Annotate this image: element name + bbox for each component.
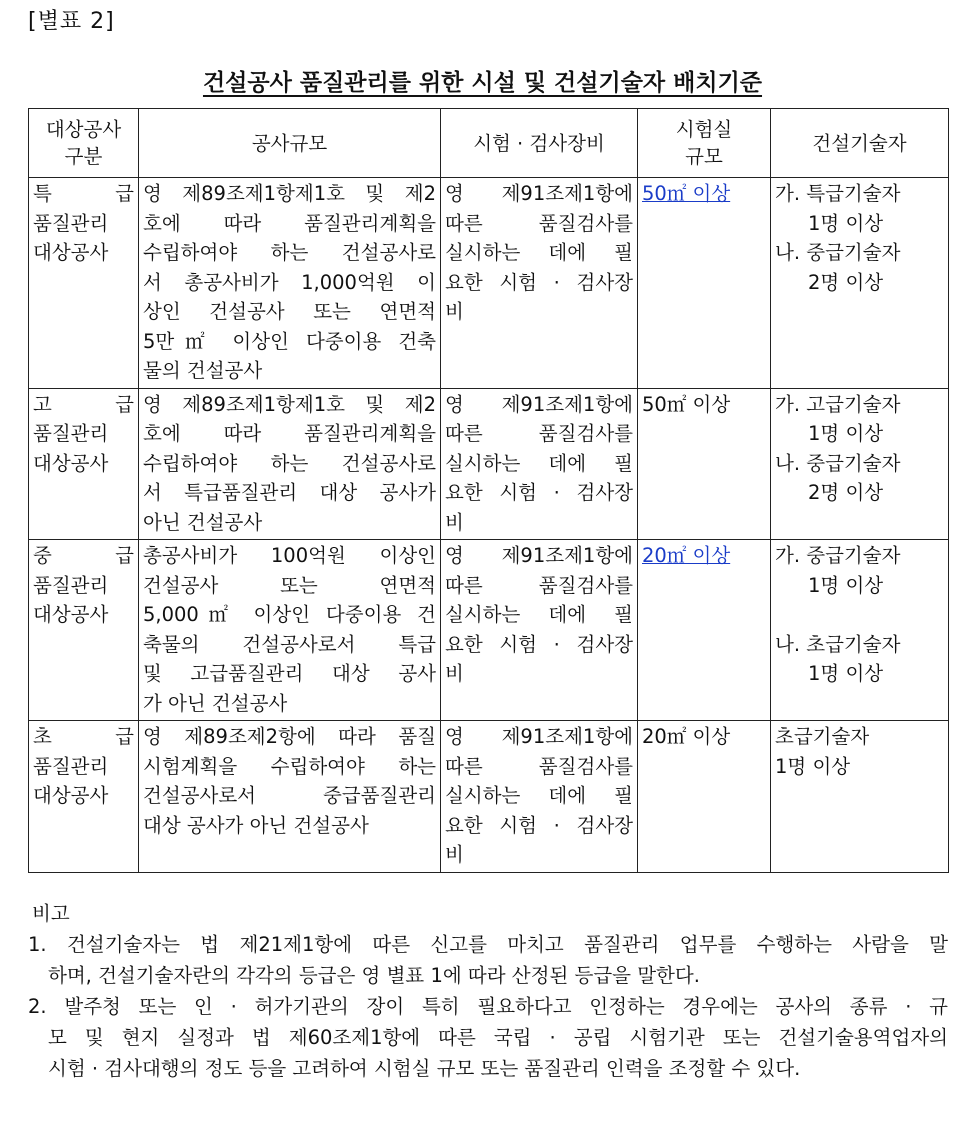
type-line: 특 급 <box>33 182 134 205</box>
cell-engineer <box>771 388 949 540</box>
engineer-line: 1명 이상 <box>808 573 884 597</box>
equipment-line: 영 제91조제1항에 <box>445 725 633 748</box>
scale-line: 수립하여야 하는 건설공사로 <box>143 451 436 475</box>
equipment-line: 실시하는 데에 필 <box>445 603 633 626</box>
cell-project-scale <box>139 721 441 873</box>
header-equipment: 시험 · 검사장비 <box>441 109 638 178</box>
table-row <box>29 178 949 389</box>
equipment-line: 요한 시험 · 검사장 <box>445 813 633 837</box>
equipment-line: 실시하는 데에 필 <box>445 451 633 475</box>
equipment-line: 비 <box>445 510 464 534</box>
type-line: 품질관리 <box>33 573 109 597</box>
scale-line: 가 아닌 건설공사 <box>143 691 288 715</box>
lab-size-link[interactable]: 50㎡ 이상 <box>642 182 731 205</box>
cell-equipment <box>441 178 638 389</box>
cell-lab-size <box>638 721 771 873</box>
type-line: 대상공사 <box>33 603 109 626</box>
scale-line: 상인 건설공사 또는 연면적 <box>143 300 436 323</box>
engineer-line: 1명 이상 <box>808 422 884 445</box>
type-line: 대상공사 <box>33 451 109 475</box>
cell-equipment <box>441 721 638 873</box>
engineer-line: 초급기술자 <box>775 725 870 748</box>
remark-line: 모 및 현지 실정과 법 제60조제1항에 따른 국립 · 공립 시험기관 또는 건설기술용역업자의 <box>48 1026 948 1049</box>
document-title <box>0 64 965 97</box>
equipment-line: 따른 품질검사를 <box>445 754 633 778</box>
engineer-line: 나. 중급기술자 <box>775 451 901 475</box>
remark-line: 시험 · 검사대행의 정도 등을 고려하여 시험실 규모 또는 품질관리 인력을 조정할 수 있다. <box>48 1057 801 1080</box>
type-line: 품질관리 <box>33 754 109 778</box>
equipment-line: 따른 품질검사를 <box>445 422 633 445</box>
type-line: 대상공사 <box>33 784 109 807</box>
header-project-scale: 공사규모 <box>139 109 441 178</box>
scale-line: 호에 따라 품질관리계획을 <box>143 422 436 445</box>
header-project-type: 대상공사 구분 <box>29 109 139 178</box>
equipment-line: 영 제91조제1항에 <box>445 182 633 205</box>
scale-line: 영 제89조제1항제1호 및 제2 <box>143 182 436 205</box>
scale-line: 영 제89조제1항제1호 및 제2 <box>143 392 436 416</box>
scale-line: 건설공사 또는 연면적 <box>143 573 436 597</box>
cell-engineer <box>771 540 949 721</box>
header-engineer: 건설기술자 <box>771 109 949 178</box>
engineer-line: 1명 이상 <box>808 211 884 235</box>
scale-line: 5,000㎡ 이상인 다중이용 건 <box>143 603 436 626</box>
cell-project-scale <box>139 388 441 540</box>
type-line: 품질관리 <box>33 211 109 235</box>
scale-line: 시험계획을 수립하여야 하는 <box>143 754 436 778</box>
engineer-line: 나. 초급기술자 <box>775 632 901 656</box>
equipment-line: 영 제91조제1항에 <box>445 392 633 416</box>
cell-project-type <box>29 178 139 389</box>
appendix-reference: [별표 2] <box>28 9 115 34</box>
cell-equipment <box>441 540 638 721</box>
table-row <box>29 540 949 721</box>
remark-item <box>28 991 948 1084</box>
remark-line: 하며, 건설기술자란의 각각의 등급은 영 별표 1에 따라 산정된 등급을 말한다. <box>48 964 700 987</box>
equipment-line: 따른 품질검사를 <box>445 211 633 235</box>
scale-line: 축물의 건설공사로서 특급 <box>143 632 436 656</box>
cell-lab-size <box>638 178 771 389</box>
scale-line: 5만㎡ 이상인 다중이용 건축 <box>143 329 436 353</box>
cell-lab-size <box>638 388 771 540</box>
table-row <box>29 388 949 540</box>
table-header-row <box>29 109 949 178</box>
equipment-line: 비 <box>445 300 464 323</box>
cell-project-type <box>29 540 139 721</box>
scale-line: 총공사비가 100억원 이상인 <box>143 544 436 567</box>
scale-line: 서 총공사비가 1,000억원 이 <box>143 270 436 294</box>
engineer-line: 가. 고급기술자 <box>775 392 901 416</box>
lab-size-text: 20㎡ 이상 <box>642 725 731 748</box>
type-line: 초 급 <box>33 725 134 748</box>
cell-project-scale <box>139 540 441 721</box>
engineer-line: 1명 이상 <box>775 754 851 778</box>
equipment-line: 요한 시험 · 검사장 <box>445 270 633 294</box>
cell-engineer <box>771 721 949 873</box>
engineer-line: 1명 이상 <box>808 662 884 685</box>
engineer-line: 2명 이상 <box>808 481 884 504</box>
type-line: 고 급 <box>33 392 134 416</box>
scale-line: 수립하여야 하는 건설공사로 <box>143 241 436 264</box>
remarks-section <box>28 898 948 1084</box>
equipment-line: 요한 시험 · 검사장 <box>445 481 633 504</box>
type-line: 중 급 <box>33 544 134 567</box>
equipment-line: 실시하는 데에 필 <box>445 241 633 264</box>
cell-lab-size <box>638 540 771 721</box>
equipment-line: 비 <box>445 843 464 866</box>
engineer-line: 가. 중급기술자 <box>775 544 901 567</box>
cell-equipment <box>441 388 638 540</box>
equipment-line: 비 <box>445 662 464 685</box>
type-line: 대상공사 <box>33 241 109 264</box>
equipment-line: 요한 시험 · 검사장 <box>445 632 633 656</box>
remarks-list <box>28 929 948 1084</box>
scale-line: 물의 건설공사 <box>143 359 263 382</box>
header-lab-size: 시험실 규모 <box>638 109 771 178</box>
equipment-line: 실시하는 데에 필 <box>445 784 633 807</box>
type-line: 품질관리 <box>33 422 109 445</box>
remark-line: 2. 발주청 또는 인 · 허가기관의 장이 특히 필요하다고 인정하는 경우에는 공사의 종류 · 규 <box>28 995 948 1018</box>
cell-project-scale <box>139 178 441 389</box>
engineer-line: 가. 특급기술자 <box>775 182 901 205</box>
equipment-line: 따른 품질검사를 <box>445 573 633 597</box>
scale-line: 아닌 건설공사 <box>143 510 263 534</box>
scale-line: 영 제89조제2항에 따라 품질 <box>143 725 436 748</box>
criteria-table <box>28 108 949 873</box>
lab-size-link[interactable]: 20㎡ 이상 <box>642 544 731 567</box>
scale-line: 서 특급품질관리 대상 공사가 <box>143 481 436 504</box>
scale-line: 및 고급품질관리 대상 공사 <box>143 662 436 685</box>
scale-line: 호에 따라 품질관리계획을 <box>143 211 436 235</box>
table-row <box>29 721 949 873</box>
cell-project-type <box>29 388 139 540</box>
remarks-title: 비고 <box>32 902 70 925</box>
engineer-line: 나. 중급기술자 <box>775 241 901 264</box>
scale-line: 대상 공사가 아닌 건설공사 <box>143 813 369 837</box>
lab-size-text: 50㎡ 이상 <box>642 392 731 416</box>
remark-item <box>28 929 948 991</box>
cell-engineer <box>771 178 949 389</box>
remark-line: 1. 건설기술자는 법 제21제1항에 따른 신고를 마치고 품질관리 업무를 수행하는 사람을 말 <box>28 933 948 956</box>
equipment-line: 영 제91조제1항에 <box>445 544 633 567</box>
engineer-line <box>775 600 944 630</box>
scale-line: 건설공사로서 중급품질관리 <box>143 784 436 807</box>
engineer-line: 2명 이상 <box>808 270 884 294</box>
document-title-text: 건설공사 품질관리를 위한 시설 및 건설기술자 배치기준 <box>202 70 763 96</box>
cell-project-type <box>29 721 139 873</box>
